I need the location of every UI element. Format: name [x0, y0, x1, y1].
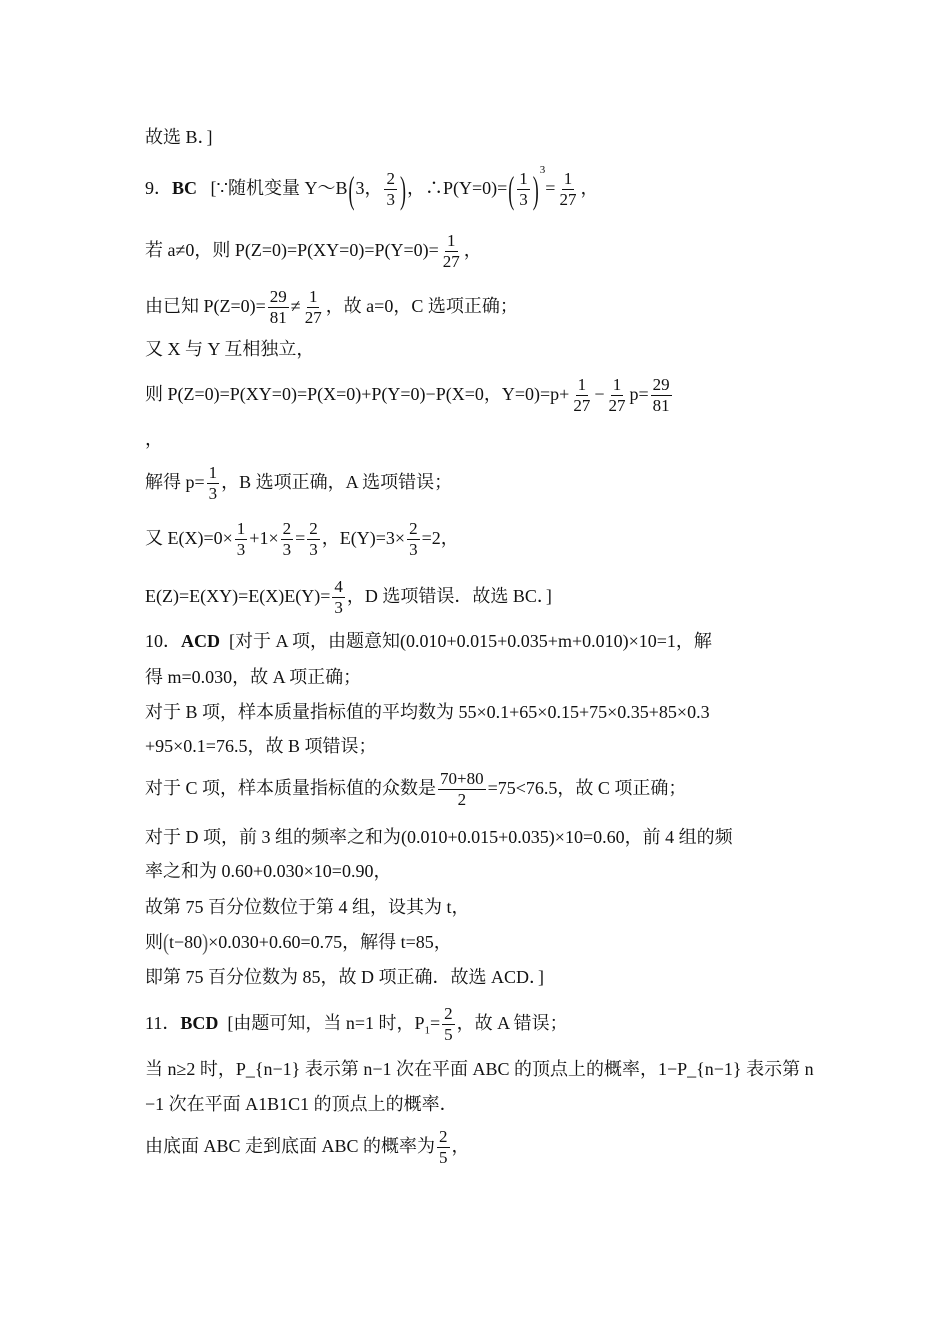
- fraction: $\frac{1}{27}$: [304, 287, 322, 328]
- q9-line-2: 若 a≠0，则 P(Z=0)=P(XY=0)=P(Y=0)= $\frac{1}{27}$ ，: [145, 231, 482, 272]
- fraction: $\frac{2}{3}$: [386, 169, 395, 210]
- q10-line-10: 即第 75 百分位数为 85，故 D 项正确．故选 ACD．]: [145, 967, 544, 987]
- q10-line-6: 对于 D 项，前 3 组的频率之和为(0.010+0.015+0.035)×10=0.60，前 4 组的频: [145, 827, 733, 847]
- fraction: $\frac{2}{5}$: [439, 1127, 448, 1168]
- q10-line-4: +95×0.1=76.5，故 B 项错误；: [145, 736, 377, 756]
- fraction: $\frac{29}{81}$: [652, 375, 670, 416]
- fraction: $\frac{1}{3}$: [236, 519, 246, 560]
- q10-line-1: 10．ACD [对于 A 项，由题意知(0.010+0.015+0.035+m+0.010)×10=1，解: [145, 631, 712, 651]
- question-number: 11．: [145, 1012, 181, 1033]
- q9-line-8: 又 E(X)=0× $\frac{1}{3}$ +1× $\frac{2}{3}$ = $\frac{2}{3}$ ，E(Y)=3× $\frac{2}{3}$ =2，: [145, 519, 459, 560]
- fraction: $\frac{2}{3}$: [282, 519, 292, 560]
- q9-line-9: E(Z)=E(XY)=E(X)E(Y)= $\frac{4}{3}$ ，D 选项错误．故选 BC．]: [145, 577, 552, 618]
- answer-label: ACD: [181, 631, 220, 651]
- fraction: $\frac{1}{27}$: [573, 375, 591, 416]
- q9-line-7: 解得 p= $\frac{1}{3}$ ，B 选项正确，A 选项错误；: [145, 463, 453, 504]
- q9-line-1: 9．BC [∵随机变量 Y～B(3， $\frac{2}{3}$ )，∴P(Y=0)=( $\frac{1}{3}$ )$^3$= $\frac{1}{27}$ ，: [145, 163, 599, 211]
- fraction: $\frac{29}{81}$: [269, 287, 287, 328]
- q9-line-4: 又 X 与 Y 互相独立，: [145, 339, 315, 359]
- fraction: $\frac{4}{3}$: [334, 577, 343, 618]
- fraction: $\frac{70+80}{2}$: [440, 769, 484, 810]
- q10-line-8: 故第 75 百分位数位于第 4 组，设其为 t，: [145, 897, 470, 917]
- q11-line-1: 11．BCD [由题可知，当 n=1 时，$P_1=$ $\frac{2}{5}$ ，故 A 错误；: [145, 1004, 568, 1045]
- q10-line-3: 对于 B 项，样本质量指标值的平均数为 55×0.1+65×0.15+75×0.35+85×0.3: [145, 702, 710, 722]
- answer-label: BC: [172, 177, 198, 198]
- q11-line-4: 由底面 ABC 走到底面 ABC 的概率为 $\frac{2}{5}$ ，: [145, 1127, 470, 1168]
- q11-line-3: −1 次在平面 A1B1C1 的顶点上的概率．: [145, 1094, 458, 1114]
- fraction: $\frac{1}{27}$: [608, 375, 626, 416]
- q11-line-2: 当 n≥2 时，P_{n−1} 表示第 n−1 次在平面 ABC 的顶点上的概率，1−P_{n−1} 表示第 n: [145, 1059, 814, 1079]
- fraction: $\frac{1}{3}$: [208, 463, 218, 504]
- text-line: 故选 B．]: [145, 127, 213, 147]
- q9-line-5: 则 P(Z=0)=P(XY=0)=P(X=0)+P(Y=0)−P(X=0，Y=0)=p+ $\frac{1}{27}$ − $\frac{1}{27}$ p= $\frac{29}{81}$: [145, 375, 670, 416]
- q10-line-2: 得 m=0.030，故 A 项正确；: [145, 667, 362, 687]
- fraction: $\frac{2}{3}$: [409, 519, 418, 560]
- question-number: 9．: [145, 177, 172, 198]
- fraction: $\frac{1}{27}$: [442, 231, 460, 272]
- q9-line-3: 由已知 P(Z=0)= $\frac{29}{81}$ ≠ $\frac{1}{27}$ ，故 a=0，C 选项正确；: [145, 287, 518, 328]
- fraction: $\frac{2}{3}$: [309, 519, 318, 560]
- q10-line-9: 则(t−80)×0.030+0.60=0.75，解得 t=85，: [145, 929, 452, 955]
- question-number: 10．: [145, 631, 181, 651]
- fraction: $\frac{1}{27}$: [559, 169, 577, 210]
- text: ，∴P(Y=0)=: [406, 177, 508, 198]
- q10-line-7: 率之和为 0.60+0.030×10=0.90，: [145, 861, 392, 881]
- q10-line-5: 对于 C 项，样本质量指标值的众数是 $\frac{70+80}{2}$ =75<76.5，故 C 项正确；: [145, 769, 687, 810]
- q9-line-6: ，: [145, 429, 163, 449]
- fraction: $\frac{1}{3}$: [519, 169, 528, 210]
- text: [∵随机变量 Y～B: [210, 177, 348, 198]
- fraction: $\frac{2}{5}$: [444, 1004, 453, 1045]
- answer-label: BCD: [180, 1012, 219, 1033]
